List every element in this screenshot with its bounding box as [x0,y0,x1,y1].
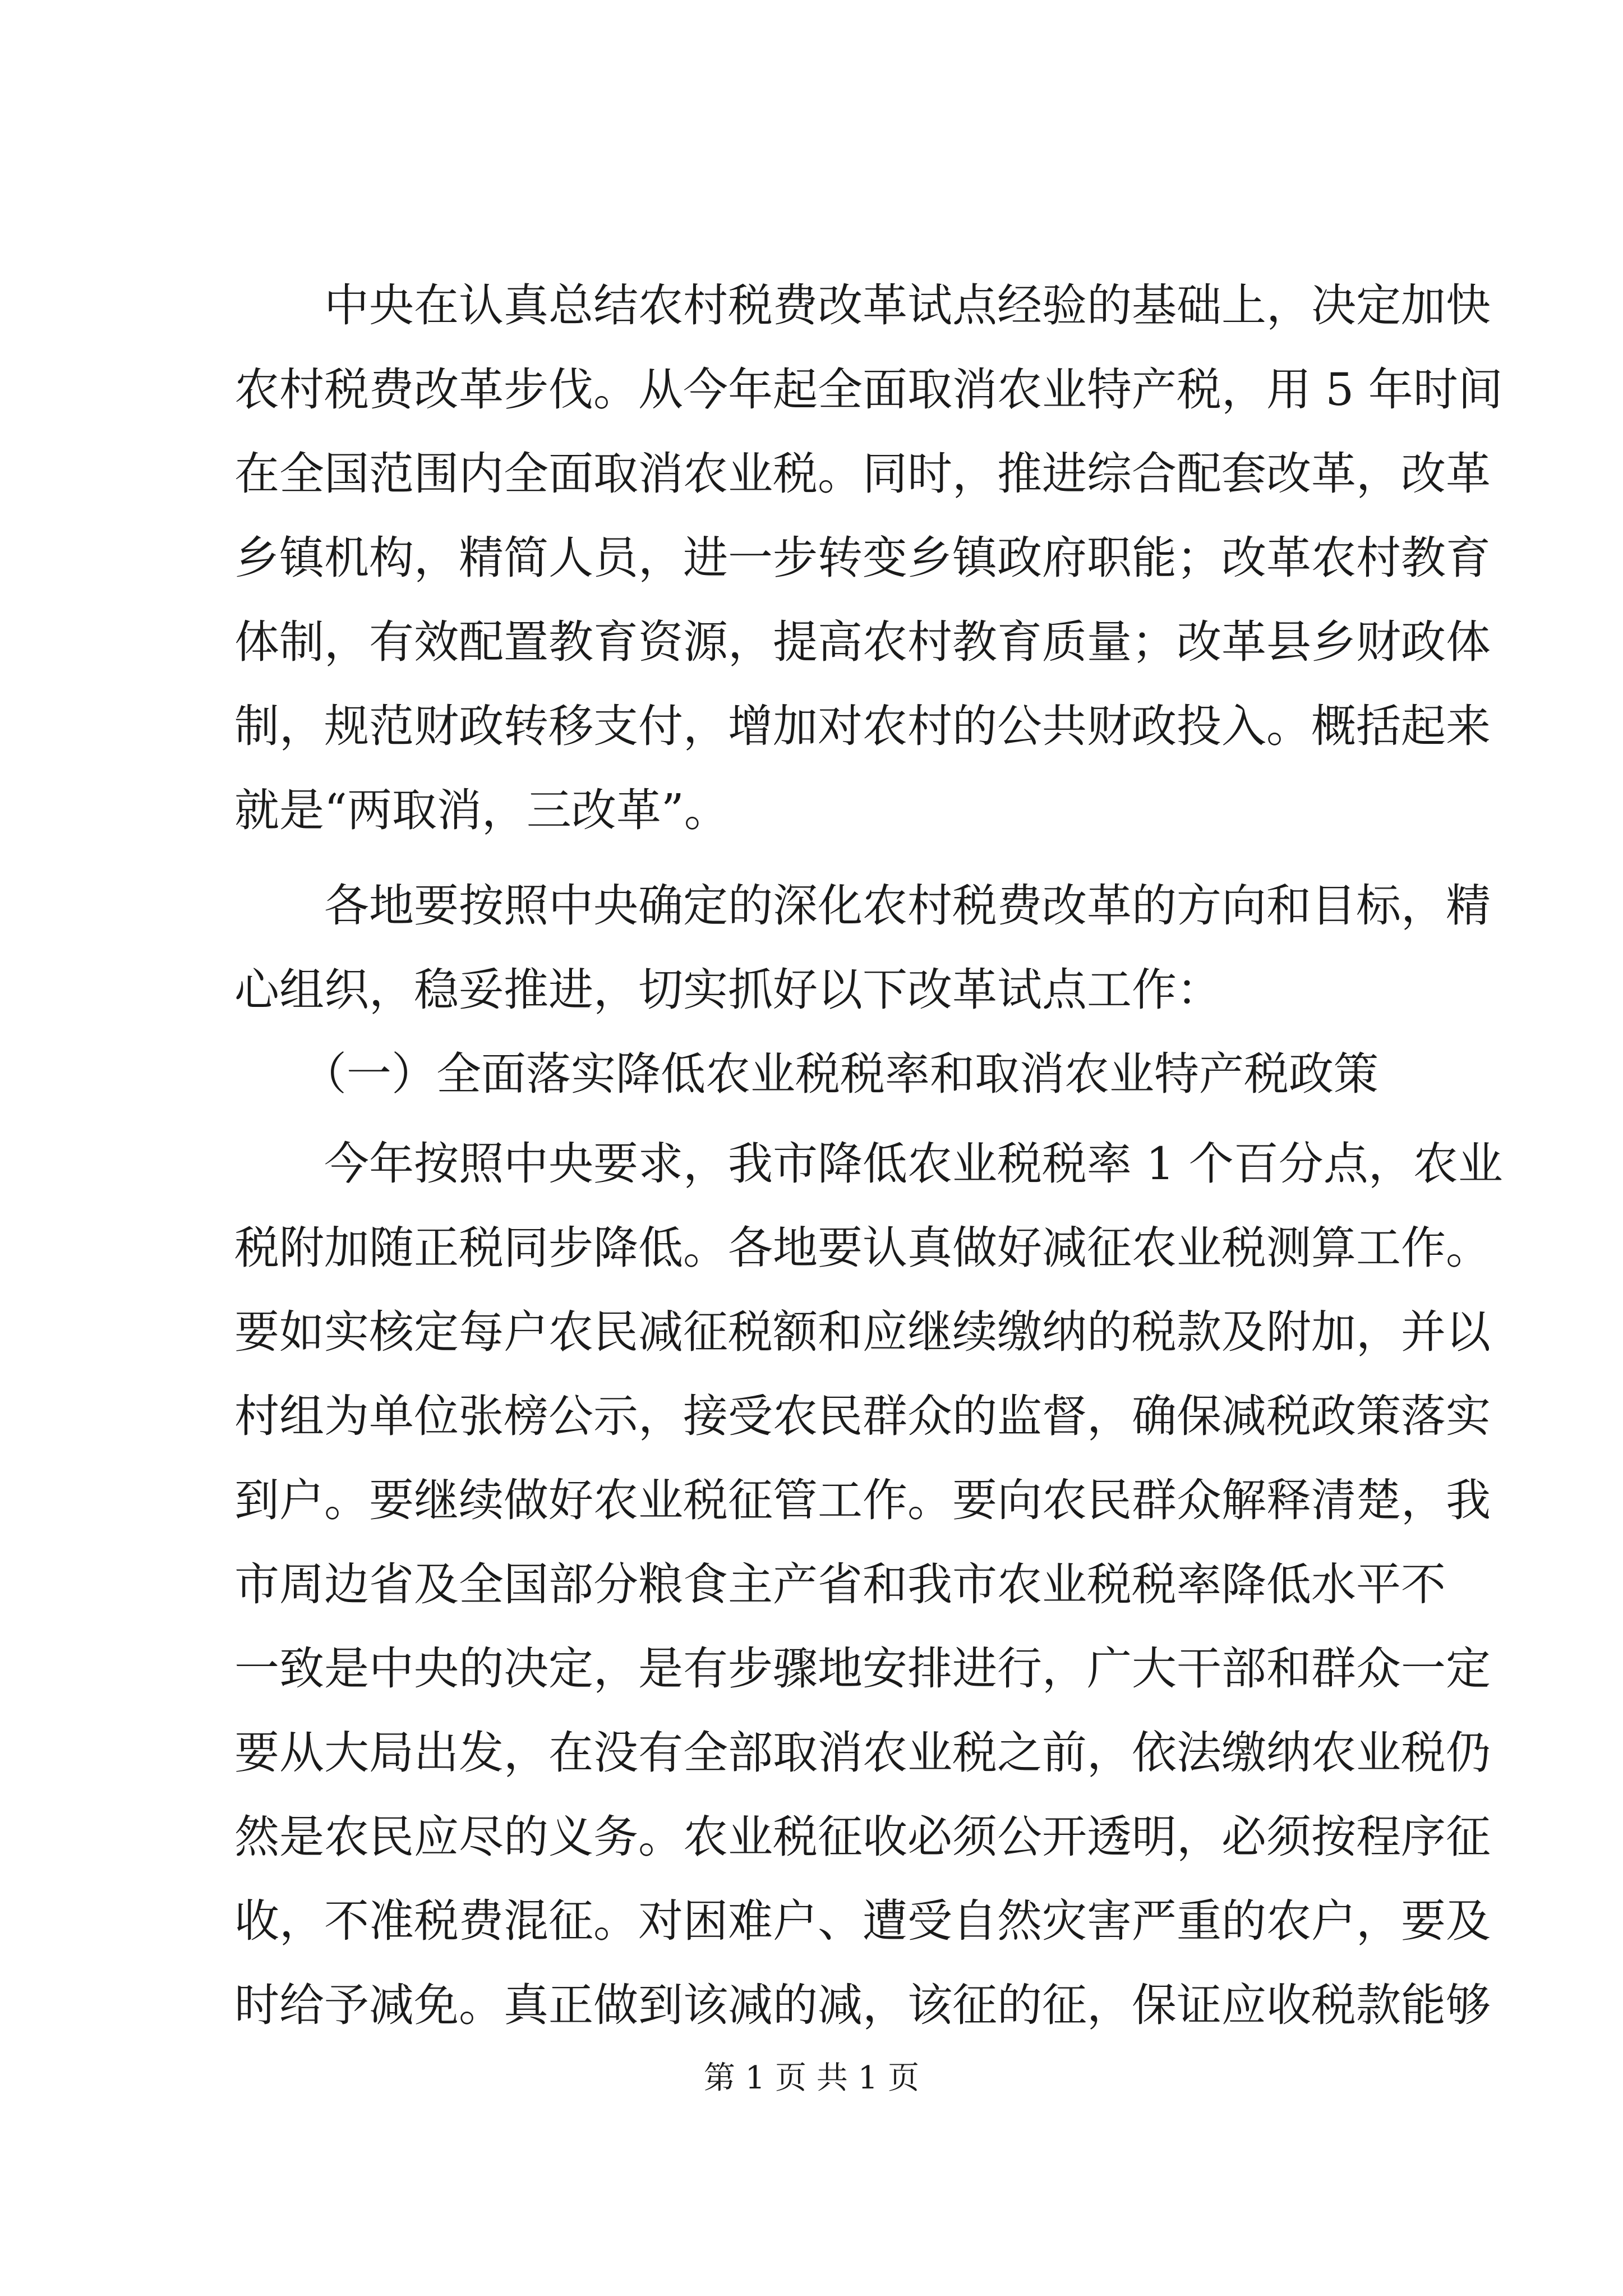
paragraph-3-line-8: 要从大局出发，在没有全部取消农业税之前，依法缴纳农业税仍 [234,1727,1491,1779]
paragraph-1-line-4: 乡镇机构，精简人员，进一步转变乡镇政府职能；改革农村教育 [234,532,1491,584]
paragraph-3-line-10: 收，不准税费混征。对困难户、遭受自然灾害严重的农户，要及 [234,1895,1491,1947]
paragraph-1-line-1: 中央在认真总结农村税费改革试点经验的基础上，决定加快 [324,279,1491,332]
paragraph-1-line-2: 农村税费改革步伐。从今年起全面取消农业特产税，用 5 年时间 [234,364,1503,416]
paragraph-1-line-5: 体制，有效配置教育资源，提高农村教育质量；改革县乡财政体 [234,616,1491,668]
page-number-footer: 第 1 页 共 1 页 [703,2060,920,2096]
paragraph-2-line-2: 心组织，稳妥推进，切实抓好以下改革试点工作： [234,964,1221,1016]
paragraph-1-line-6: 制，规范财政转移支付，增加对农村的公共财政投入。概括起来 [234,700,1491,752]
paragraph-3-line-6: 市周边省及全国部分粮食主产省和我市农业税税率降低水平不 [234,1558,1446,1611]
paragraph-3-line-11: 时给予减免。真正做到该减的减，该征的征，保证应收税款能够 [234,1979,1491,2031]
paragraph-1-line-3: 在全国范围内全面取消农业税。同时，推进综合配套改革，改革 [234,448,1491,500]
section-heading: （一）全面落实降低农业税税率和取消农业特产税政策 [302,1048,1378,1100]
paragraph-3-line-7: 一致是中央的决定，是有步骤地安排进行，广大干部和群众一定 [234,1642,1491,1695]
paragraph-1-line-7: 就是“两取消，三改革”。 [234,784,729,836]
paragraph-3-line-2: 税附加随正税同步降低。各地要认真做好减征农业税测算工作。 [234,1222,1491,1274]
paragraph-2-line-1: 各地要按照中央确定的深化农村税费改革的方向和目标，精 [324,880,1491,932]
paragraph-3-line-3: 要如实核定每户农民减征税额和应继续缴纳的税款及附加，并以 [234,1306,1491,1358]
paragraph-3-line-1: 今年按照中央要求，我市降低农业税税率 1 个百分点，农业 [324,1138,1503,1190]
paragraph-3-line-4: 村组为单位张榜公示，接受农民群众的监督，确保减税政策落实 [234,1390,1491,1442]
paragraph-3-line-9: 然是农民应尽的义务。农业税征收必须公开透明，必须按程序征 [234,1811,1491,1863]
paragraph-3-line-5: 到户。要继续做好农业税征管工作。要向农民群众解释清楚，我 [234,1474,1491,1526]
